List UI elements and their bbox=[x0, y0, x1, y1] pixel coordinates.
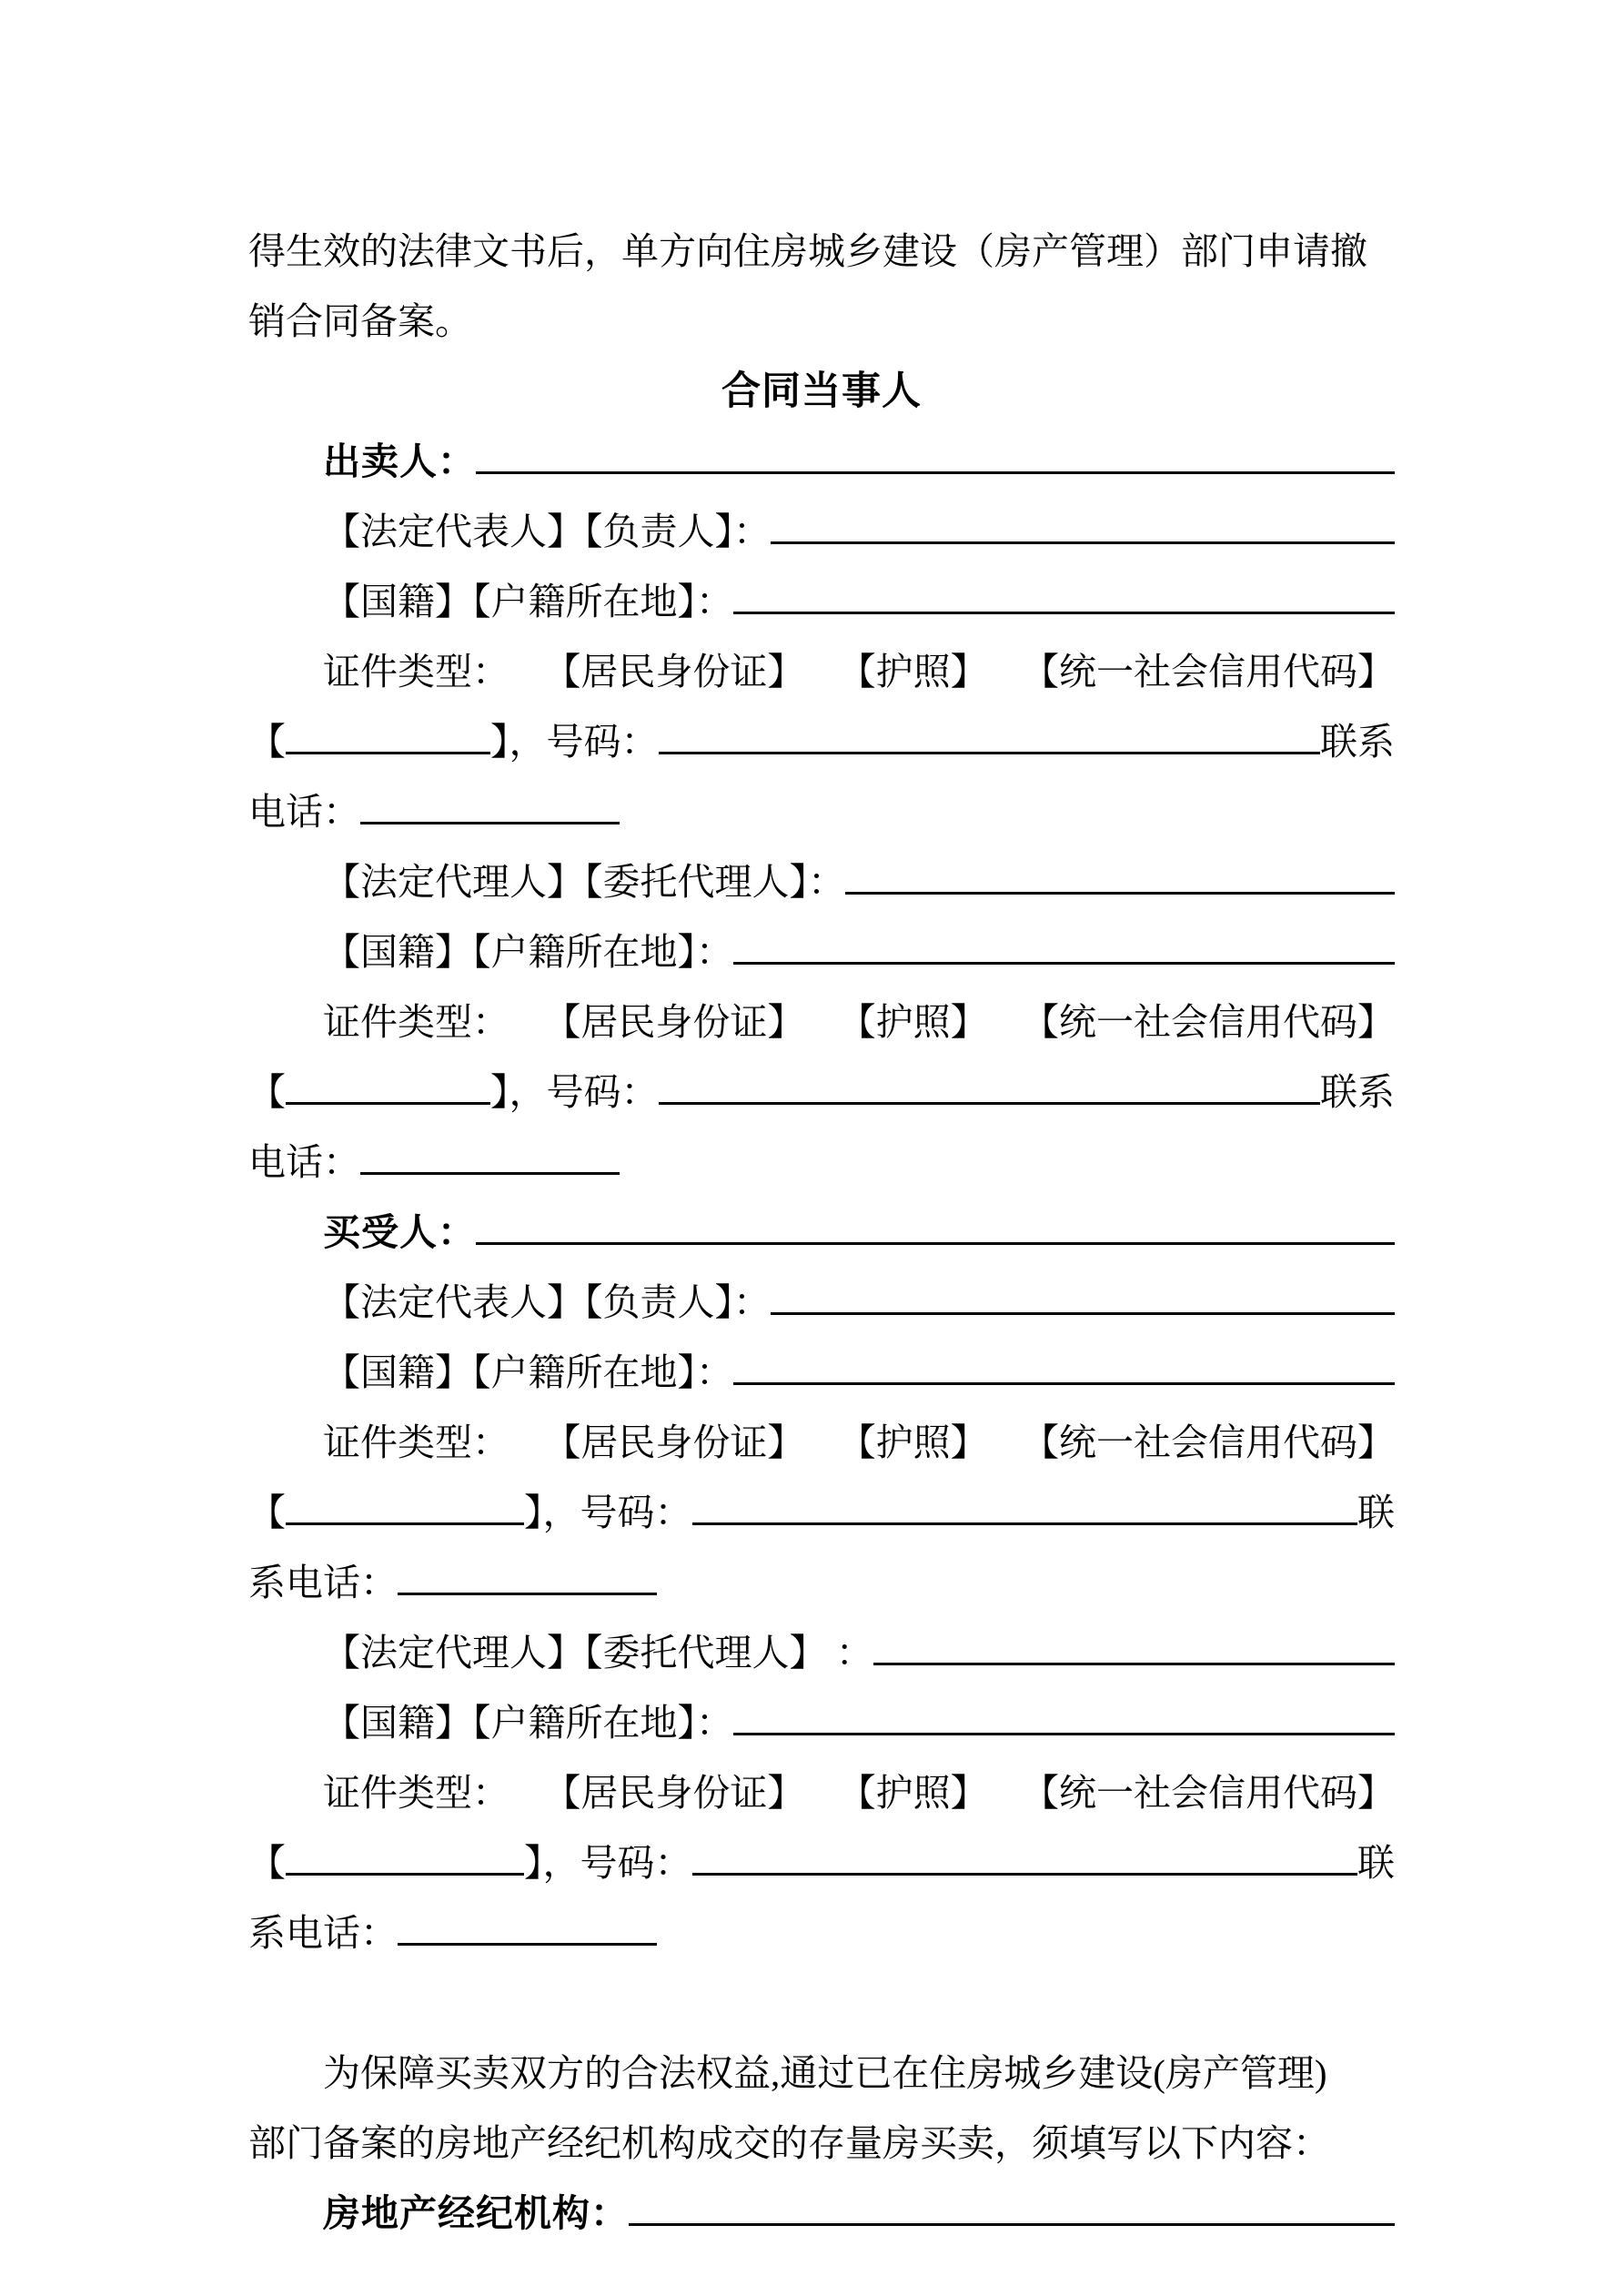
fill-in-blank bbox=[692, 1522, 1358, 1525]
fill-in-blank bbox=[733, 962, 1395, 965]
fill-in-blank bbox=[286, 752, 490, 754]
contract-line bbox=[248, 1478, 1395, 1548]
line-text: 【 bbox=[248, 1492, 286, 1533]
fill-in-blank bbox=[360, 822, 620, 824]
line-text: 电话： bbox=[248, 1141, 360, 1183]
contract-line bbox=[248, 1338, 1395, 1408]
contract-line bbox=[248, 1758, 1395, 1828]
line-text: 】，号码： bbox=[490, 1071, 659, 1113]
fill-in-blank bbox=[873, 1663, 1395, 1665]
line-text: 】，号码： bbox=[524, 1492, 692, 1533]
contract-line bbox=[248, 987, 1395, 1057]
line-text: 【国籍】【户籍所在地】： bbox=[323, 581, 733, 622]
line-text: 电话： bbox=[248, 791, 360, 833]
contract-line bbox=[248, 2179, 1395, 2249]
fill-in-blank bbox=[692, 1873, 1358, 1876]
contract-line bbox=[248, 1828, 1395, 1898]
contract-line bbox=[248, 917, 1395, 987]
line-text: 【护照】 bbox=[838, 1001, 988, 1043]
line-text: 证件类型： bbox=[323, 1772, 509, 1814]
line-text: 【国籍】【户籍所在地】： bbox=[323, 931, 733, 973]
fill-in-blank bbox=[659, 752, 1321, 754]
field-label: 房地产经纪机构： bbox=[323, 2192, 629, 2234]
fill-in-blank bbox=[733, 1733, 1395, 1735]
line-text: 【统一社会信用代码】 bbox=[1021, 1421, 1395, 1463]
fill-in-blank bbox=[286, 1522, 524, 1525]
contract-line bbox=[248, 1198, 1395, 1268]
line-text: 【法定代理人】【委托代理人】： bbox=[323, 861, 845, 903]
fill-in-blank bbox=[733, 612, 1395, 614]
line-text: 证件类型： bbox=[323, 1001, 509, 1043]
fill-in-blank bbox=[398, 1593, 657, 1595]
line-text: 联系 bbox=[1320, 1071, 1395, 1113]
contract-line bbox=[248, 1688, 1395, 1758]
line-text: 【护照】 bbox=[838, 1421, 988, 1463]
line-text: 【统一社会信用代码】 bbox=[1021, 651, 1395, 693]
fill-in-blank bbox=[476, 1242, 1395, 1245]
fill-in-blank bbox=[286, 1873, 524, 1876]
line-text: 】，号码： bbox=[490, 721, 659, 763]
line-text: 【法定代表人】【负责人】： bbox=[323, 511, 771, 552]
line-text: 【国籍】【户籍所在地】： bbox=[323, 1702, 733, 1744]
blank-line bbox=[248, 1968, 1395, 2038]
fill-in-blank bbox=[771, 541, 1395, 544]
line-text: 【法定代理人】【委托代理人】 ： bbox=[323, 1632, 873, 1674]
line-text: 系电话： bbox=[248, 1912, 398, 1954]
contract-line bbox=[248, 777, 1395, 847]
fill-in-blank bbox=[629, 2223, 1395, 2226]
line-text: 【居民身份证】 bbox=[543, 651, 805, 693]
line-text: 部门备案的房地产经纪机构成交的存量房买卖，须填写以下内容： bbox=[248, 2122, 1330, 2164]
contract-line bbox=[248, 2038, 1395, 2109]
line-text: 【护照】 bbox=[838, 651, 988, 693]
line-text: 销合同备案。 bbox=[248, 300, 472, 342]
contract-line bbox=[248, 637, 1395, 707]
contract-line bbox=[248, 1408, 1395, 1478]
contract-line bbox=[248, 1618, 1395, 1688]
contract-line bbox=[248, 1128, 1395, 1198]
line-text: 为保障买卖双方的合法权益,通过已在住房城乡建设(房产管理) bbox=[323, 2052, 1327, 2094]
line-text: 【 bbox=[248, 1071, 286, 1113]
contract-line bbox=[248, 1268, 1395, 1338]
line-text: 【居民身份证】 bbox=[543, 1001, 805, 1043]
line-text: 【居民身份证】 bbox=[543, 1421, 805, 1463]
fill-in-blank bbox=[733, 1382, 1395, 1385]
contract-line bbox=[248, 497, 1395, 567]
fill-in-blank bbox=[398, 1943, 657, 1946]
section-title bbox=[248, 357, 1395, 427]
line-text: 联 bbox=[1357, 1842, 1395, 1884]
line-text: 【国籍】【户籍所在地】： bbox=[323, 1351, 733, 1393]
contract-line bbox=[248, 427, 1395, 497]
contract-line bbox=[248, 847, 1395, 917]
fill-in-blank bbox=[476, 471, 1395, 474]
line-text: 证件类型： bbox=[323, 651, 509, 693]
line-text: 证件类型： bbox=[323, 1421, 509, 1463]
line-text: 联 bbox=[1357, 1492, 1395, 1533]
fill-in-blank bbox=[659, 1102, 1321, 1105]
line-text: 【居民身份证】 bbox=[543, 1772, 805, 1814]
fill-in-blank bbox=[360, 1172, 620, 1175]
contract-line bbox=[248, 707, 1395, 777]
fill-in-blank bbox=[771, 1312, 1395, 1315]
line-text: 【法定代表人】【负责人】： bbox=[323, 1281, 771, 1323]
contract-line bbox=[248, 287, 1395, 357]
line-text: 【统一社会信用代码】 bbox=[1021, 1001, 1395, 1043]
line-text: 】，号码： bbox=[524, 1842, 692, 1884]
line-text: 联系 bbox=[1320, 721, 1395, 763]
contract-line bbox=[248, 567, 1395, 637]
line-text: 【 bbox=[248, 721, 286, 763]
line-text: 得生效的法律文书后，单方向住房城乡建设（房产管理）部门申请撤 bbox=[248, 230, 1367, 272]
line-text: 【护照】 bbox=[838, 1772, 988, 1814]
contract-line bbox=[248, 1548, 1395, 1618]
field-label: 买受人： bbox=[323, 1211, 476, 1253]
contract-body bbox=[248, 217, 1395, 2249]
fill-in-blank bbox=[845, 892, 1395, 895]
line-text: 【统一社会信用代码】 bbox=[1021, 1772, 1395, 1814]
contract-line bbox=[248, 217, 1395, 287]
line-text: 【 bbox=[248, 1842, 286, 1884]
contract-line bbox=[248, 1057, 1395, 1128]
fill-in-blank bbox=[286, 1102, 490, 1105]
field-label: 合同当事人 bbox=[721, 369, 922, 413]
contract-line bbox=[248, 1898, 1395, 1968]
line-text: 系电话： bbox=[248, 1562, 398, 1603]
contract-line bbox=[248, 2109, 1395, 2179]
field-label: 出卖人： bbox=[323, 440, 476, 482]
